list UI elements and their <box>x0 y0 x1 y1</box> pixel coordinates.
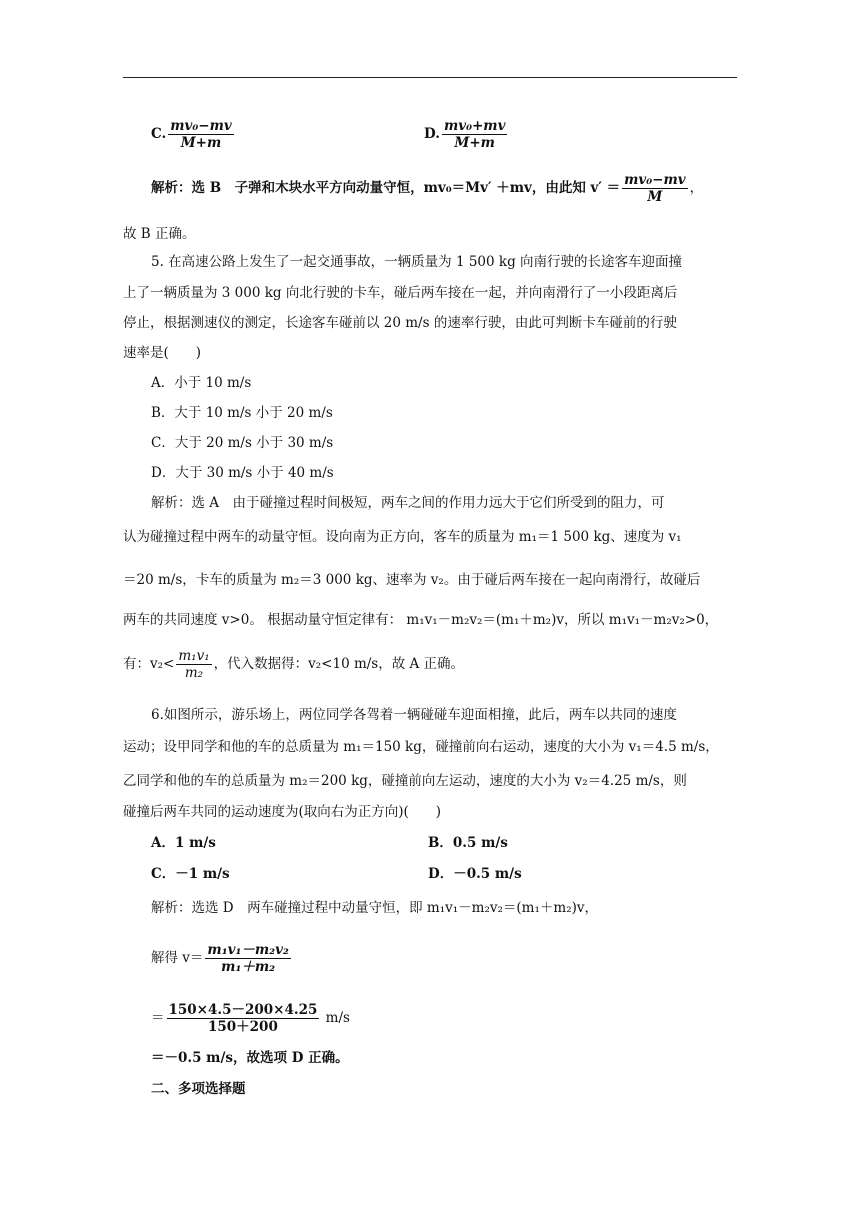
section-title: 二、多项选择题 <box>151 1081 246 1097</box>
q6-stem-line: 碰撞后两车共同的运动速度为(取向右为正方向)( ) <box>123 804 442 820</box>
header-rule <box>123 77 737 78</box>
q5-stem-line: 上了一辆质量为 3 000 kg 向北行驶的卡车，碰后两车接在一起，并向南滑行了一小段距离后 <box>123 285 678 301</box>
q5-solution-line: ＝20 m/s，卡车的质量为 m₂＝3 000 kg、速率为 v₂。由于碰后两车接在一起向南滑行，故碰后 <box>123 572 701 588</box>
q5-solution-line: 解析：选 A 由于碰撞过程时间极短，两车之间的作用力远大于它们所受到的阻力，可 <box>151 495 665 511</box>
q6-option-a: A．1 m/s <box>151 835 216 851</box>
q6-solution-step: ＝－0.5 m/s，故选项 D 正确。 <box>151 1050 349 1066</box>
q4-solution-end: 故 B 正确。 <box>123 226 196 242</box>
q6-stem-line: 6.如图所示，游乐场上，两位同学各驾着一辆碰碰车迎面相撞，此后，两车以共同的速度 <box>151 707 677 723</box>
q6-stem-line: 运动；设甲同学和他的车的总质量为 m₁＝150 kg，碰撞前向右运动，速度的大小为 v₁＝4.5 m/s， <box>123 739 719 755</box>
q5-option-d: D．大于 30 m/s 小于 40 m/s <box>151 465 334 481</box>
q6-solution-step: 解得 v＝ $\frac{\text{m₁v₁－m₂v₂}}{\text{m₁＋m₂}}$ <box>151 942 289 975</box>
q6-stem-line: 乙同学和他的车的总质量为 m₂＝200 kg，碰撞前向左运动，速度的大小为 v₂＝4.25 m/s，则 <box>123 773 687 789</box>
q5-option-b: B．大于 10 m/s 小于 20 m/s <box>151 405 333 421</box>
q5-solution-line: 两车的共同速度 v>0。 根据动量守恒定律有： m₁v₁－m₂v₂＝(m₁＋m₂)v，所以 m₁v₁－m₂v₂>0， <box>123 612 719 628</box>
q5-option-c: C．大于 20 m/s 小于 30 m/s <box>151 435 334 451</box>
q6-option-b: B．0.5 m/s <box>428 835 508 851</box>
q5-stem-line: 停止，根据测速仪的测定，长途客车碰前以 20 m/s 的速率行驶，由此可判断卡车碰前的行驶 <box>123 315 677 331</box>
q5-solution-line: 认为碰撞过程中两车的动量守恒。设向南为正方向，客车的质量为 m₁＝1 500 kg、速度为 v₁ <box>123 529 682 545</box>
q6-solution-step: ＝ $\frac{150\times 4.5-200\times 4.25}{150+200}$ m/s <box>151 1002 350 1035</box>
q4-solution: 解析：选 B 子弹和木块水平方向动量守恒，mv₀＝Mv′ ＋mv，由此知 v′ ＝ $\frac{\text{mv₀−mv}}{M}$ ， <box>151 172 704 205</box>
q6-solution-line: 解析：选选 D 两车碰撞过程中动量守恒，即 m₁v₁－m₂v₂＝(m₁＋m₂)v， <box>151 900 598 916</box>
q5-solution-last: 有：v₂< $\frac{\text{m₁v₁}}{\text{m₂}}$ ，代入数据得：v₂<10 m/s，故 A 正确。 <box>123 648 465 681</box>
q6-option-c: C．－1 m/s <box>151 866 230 882</box>
q6-option-d: D．－0.5 m/s <box>428 866 522 882</box>
q5-stem-line: 速率是( ) <box>123 345 202 361</box>
q4-option-c: C. $\frac{\text{mv₀−mv}}{M+m}$ <box>151 118 232 151</box>
q5-option-a: A．小于 10 m/s <box>151 375 252 391</box>
q4-option-d: D. $\frac{\text{mv₀+mv}}{M+m}$ <box>424 118 506 151</box>
q5-stem-line: 5. 在高速公路上发生了一起交通事故，一辆质量为 1 500 kg 向南行驶的长途客车迎面撞 <box>151 254 683 270</box>
